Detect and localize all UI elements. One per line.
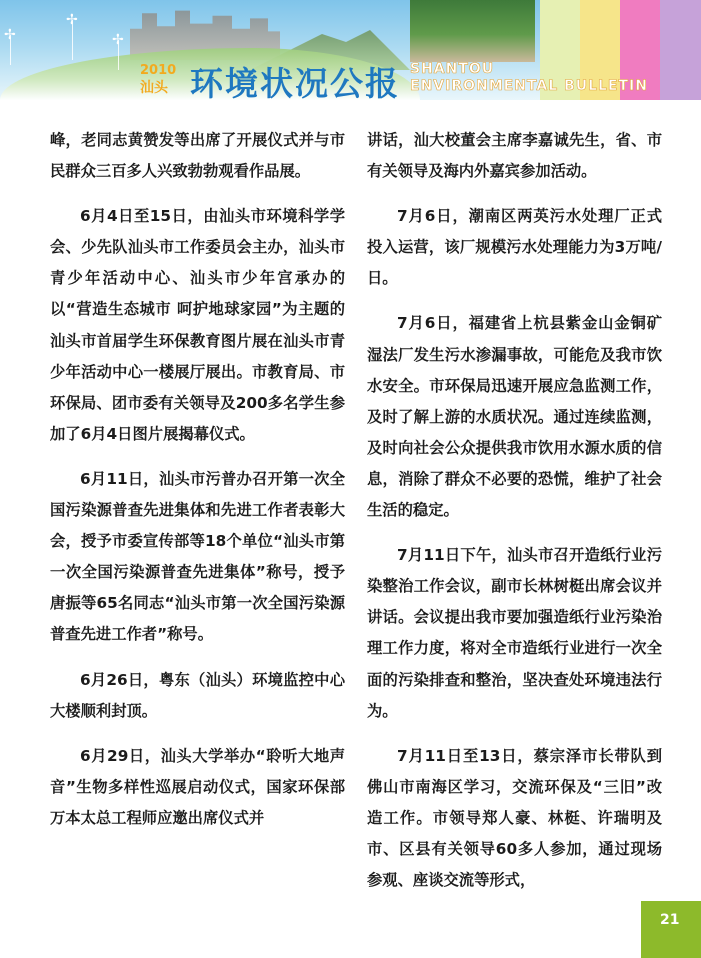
paragraph: 讲话，汕大校董会主席李嘉诚先生，省、市有关领导及海内外嘉宾参加活动。	[367, 131, 662, 181]
left-text-column	[50, 125, 345, 848]
paragraph: 7月6日，福建省上杭县紫金山金铜矿湿法厂发生污水渗漏事故，可能危及我市饮水安全。市环保局迅速开展应急监测工作，及时了解上游的水质状况。通过连续监测，及时向社会公众提供我市饮用水源水质的信息，消除了群众不必要的恐慌，维护了社会生活的稳定。	[367, 314, 662, 520]
paragraph: 7月11日下午，汕头市召开造纸行业污染整治工作会议，副市长林树梃出席会议并讲话。会议提出我市要加强造纸行业污染治理工作力度，将对全市造纸行业进行一次全面的污染排查和整治，坚决查处环境违法行为。	[367, 546, 662, 720]
garden-photo	[410, 0, 535, 62]
paragraph: 6月4日至15日，由汕头市环境科学学会、少先队汕头市工作委员会主办，汕头市青少年活动中心、汕头市少年宫承办的以“营造生态城市 呵护地球家园”为主题的汕头市首届学生环保教育图片展在汕头市青少年活动中心一楼展厅展出。市教育局、市环保局、团市委有关领导及200多名学生参加了6月4日图片展揭幕仪式。	[50, 207, 345, 443]
english-title-line2: ENVIRONMENTAL BULLETIN	[410, 78, 648, 94]
paragraph: 6月11日，汕头市污普办召开第一次全国污染源普查先进集体和先进工作者表彰大会，授予市委宣传部等18个单位“汕头市第一次全国污染源普查先进集体”称号，授予唐振等65名同志“汕头市第一次全国污染源普查先进工作者”称号。	[50, 469, 345, 644]
paragraph: 峰，老同志黄赞发等出席了开展仪式并与市民群众三百多人兴致勃勃观看作品展。	[50, 131, 345, 181]
report-city: 汕头	[140, 80, 168, 96]
paragraph: 7月6日，潮南区两英污水处理厂正式投入运营，该厂规模污水处理能力为3万吨/日。	[367, 207, 662, 288]
right-text-column	[367, 125, 662, 910]
turbine-blade-icon: ✢	[112, 32, 124, 48]
page-number-tab	[641, 901, 701, 958]
report-year: 2010	[140, 63, 177, 78]
page-number: 21	[660, 912, 680, 928]
paragraph: 6月29日，汕头大学举办“聆听大地声音”生物多样性巡展启动仪式，国家环保部万本太总工程师应邀出席仪式并	[50, 746, 345, 827]
paragraph: 7月11日至13日，蔡宗泽市长带队到佛山市南海区学习，交流环保及“三旧”改造工作。市领导郑人豪、林梃、许瑞明及市、区县有关领导60多人参加，通过现场参观、座谈交流等形式，	[367, 746, 662, 890]
header-banner	[0, 0, 701, 100]
page-title: 环境状况公报	[190, 64, 400, 100]
turbine-blade-icon: ✢	[4, 27, 16, 43]
turbine-blade-icon: ✢	[66, 12, 78, 28]
english-title-line1: SHANTOU	[410, 61, 495, 77]
color-stripe	[660, 0, 701, 100]
paragraph: 6月26日，粤东（汕头）环境监控中心大楼顺利封顶。	[50, 670, 345, 720]
